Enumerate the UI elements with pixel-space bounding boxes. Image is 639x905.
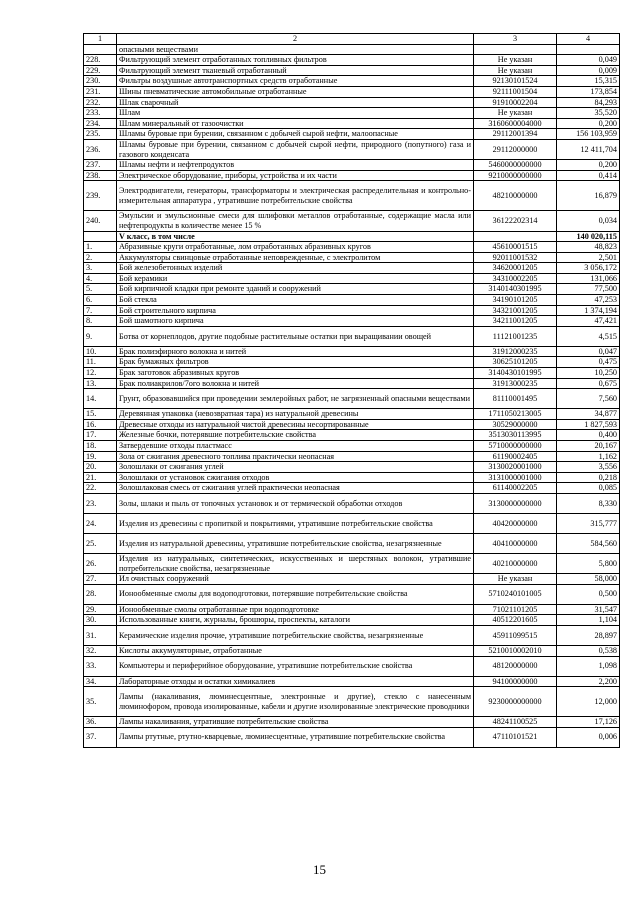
- waste-name: Лампы накаливания, утратившие потребительские свойства: [117, 717, 474, 728]
- waste-code: 45610001515: [474, 242, 557, 253]
- waste-name: Электродвигатели, генераторы, трансформаторы и электрическая распределительная и контрольно-измерительная аппаратура , утратившие потребительские свойства: [117, 181, 474, 211]
- waste-code: 34321001205: [474, 305, 557, 316]
- waste-mass: 0,500: [557, 584, 620, 604]
- waste-mass: 584,560: [557, 533, 620, 553]
- waste-mass: 12 411,704: [557, 139, 620, 159]
- waste-code: 30625101205: [474, 357, 557, 368]
- waste-code: [474, 44, 557, 55]
- header-col-1: 1: [84, 34, 117, 45]
- table-row: [84, 316, 620, 327]
- waste-code: Не указан: [474, 574, 557, 585]
- waste-code: 36122202314: [474, 211, 557, 231]
- waste-name: Затвердевшие отходы пластмасс: [117, 441, 474, 452]
- waste-mass: 0,400: [557, 430, 620, 441]
- row-number: 33.: [84, 656, 117, 676]
- waste-code: 34190101205: [474, 295, 557, 306]
- table-row: [84, 284, 620, 295]
- row-number: 15.: [84, 409, 117, 420]
- row-number: [84, 44, 117, 55]
- waste-name: Лампы ртутные, ртутно-кварцевые, люминесцентные, утратившие потребительские свойства: [117, 727, 474, 747]
- row-number: 29.: [84, 604, 117, 615]
- row-number: 232.: [84, 97, 117, 108]
- waste-name: Брак заготовок абразивных кругов: [117, 368, 474, 379]
- waste-code: 48210000000: [474, 181, 557, 211]
- waste-name: Ионообменные смолы для водоподготовки, потерявшие потребительские свойства: [117, 584, 474, 604]
- waste-mass: 0,049: [557, 55, 620, 66]
- row-number: 236.: [84, 139, 117, 159]
- row-number: 20.: [84, 462, 117, 473]
- waste-mass: 0,538: [557, 645, 620, 656]
- waste-name: Ионообменные смолы отработанные при водоподготовке: [117, 604, 474, 615]
- waste-name: Шлам минеральный от газоочистки: [117, 118, 474, 129]
- row-number: 27.: [84, 574, 117, 585]
- waste-name: Изделия из натуральных, синтетических, искусственных и шерстяных волокон, утратившие потребительские свойства, незагрязненные: [117, 553, 474, 573]
- row-number: 237.: [84, 160, 117, 171]
- table-row: [84, 118, 620, 129]
- row-number: 239.: [84, 181, 117, 211]
- waste-code: 92130101524: [474, 76, 557, 87]
- header-col-3: 3: [474, 34, 557, 45]
- table-row: [84, 65, 620, 76]
- waste-name: Кислоты аккумуляторные, отработанные: [117, 645, 474, 656]
- table-row: [84, 305, 620, 316]
- waste-code: Не указан: [474, 55, 557, 66]
- table-row: [84, 472, 620, 483]
- waste-name: Шламы буровые при бурении, связанном с добычей сырой нефти, малоопасные: [117, 129, 474, 140]
- waste-name: V класс, в том числе: [117, 231, 474, 242]
- waste-name: Брак полиэфирного волокна и нитей: [117, 346, 474, 357]
- waste-name: Ботва от корнеплодов, другие подобные растительные остатки при выращивании овощей: [117, 326, 474, 346]
- waste-name: Шлак сварочный: [117, 97, 474, 108]
- waste-mass: 84,293: [557, 97, 620, 108]
- waste-mass: 1 374,194: [557, 305, 620, 316]
- waste-code: Не указан: [474, 65, 557, 76]
- waste-mass: 17,126: [557, 717, 620, 728]
- table-row: [84, 717, 620, 728]
- row-number: 11.: [84, 357, 117, 368]
- row-number: 7.: [84, 305, 117, 316]
- table-row: [84, 615, 620, 626]
- row-number: 234.: [84, 118, 117, 129]
- table-row: [84, 389, 620, 409]
- waste-code: 91910002204: [474, 97, 557, 108]
- table-row: [84, 574, 620, 585]
- row-number: 16.: [84, 419, 117, 430]
- waste-name: Изделия из древесины с пропиткой и покрытиями, утратившие потребительские свойства: [117, 513, 474, 533]
- row-number: 240.: [84, 211, 117, 231]
- waste-mass: 3 056,172: [557, 263, 620, 274]
- waste-name: Эмульсии и эмульсионные смеси для шлифовки металлов отработанные, содержащие масла или нефтепродукты в количестве менее 15 %: [117, 211, 474, 231]
- waste-mass: 48,823: [557, 242, 620, 253]
- waste-name: Зола от сжигания древесного топлива практически неопасная: [117, 451, 474, 462]
- waste-mass: 0,675: [557, 378, 620, 389]
- table-row: [84, 656, 620, 676]
- waste-mass: 0,475: [557, 357, 620, 368]
- row-number: 26.: [84, 553, 117, 573]
- row-number: 36.: [84, 717, 117, 728]
- waste-mass: 4,515: [557, 326, 620, 346]
- waste-code: 45911099515: [474, 625, 557, 645]
- waste-mass: 0,009: [557, 65, 620, 76]
- waste-mass: 12,000: [557, 687, 620, 717]
- table-row: [84, 86, 620, 97]
- waste-code: 9210000000000: [474, 170, 557, 181]
- page-number: 15: [313, 862, 326, 877]
- row-number: 14.: [84, 389, 117, 409]
- waste-name: Золы, шлаки и пыль от топочных установок и от термической обработки отходов: [117, 493, 474, 513]
- waste-name: опасными веществами: [117, 44, 474, 55]
- waste-mass: 15,315: [557, 76, 620, 87]
- table-row: [84, 441, 620, 452]
- row-number: 23.: [84, 493, 117, 513]
- table-row: [84, 273, 620, 284]
- waste-mass: 0,200: [557, 118, 620, 129]
- waste-name: Фильтрующий элемент отработанных топливных фильтров: [117, 55, 474, 66]
- waste-code: 34620001205: [474, 263, 557, 274]
- row-number: 30.: [84, 615, 117, 626]
- waste-code: Не указан: [474, 108, 557, 119]
- waste-name: Фильтры воздушные автотранспортных средств отработанные: [117, 76, 474, 87]
- table-row: [84, 625, 620, 645]
- table-row: [84, 687, 620, 717]
- row-number: 228.: [84, 55, 117, 66]
- waste-table-body: [84, 34, 620, 748]
- waste-code: 29112000000: [474, 139, 557, 159]
- waste-code: [474, 231, 557, 242]
- waste-code: 3131000001000: [474, 472, 557, 483]
- row-number: 12.: [84, 368, 117, 379]
- waste-mass: 140 020,115: [557, 231, 620, 242]
- table-row: [84, 604, 620, 615]
- waste-mass: [557, 44, 620, 55]
- row-number: 24.: [84, 513, 117, 533]
- waste-code: 61140002205: [474, 483, 557, 494]
- table-row: [84, 326, 620, 346]
- table-row: [84, 533, 620, 553]
- row-number: 22.: [84, 483, 117, 494]
- waste-code: 29112001394: [474, 129, 557, 140]
- waste-name: Бой железобетонных изделий: [117, 263, 474, 274]
- waste-name: Бой керамики: [117, 273, 474, 284]
- table-row: [84, 108, 620, 119]
- row-number: 229.: [84, 65, 117, 76]
- waste-name: Лабораторные отходы и остатки химикалиев: [117, 676, 474, 687]
- waste-name: Бой строительного кирпича: [117, 305, 474, 316]
- waste-mass: 1 827,593: [557, 419, 620, 430]
- waste-name: Бой кирпичной кладки при ремонте зданий и сооружений: [117, 284, 474, 295]
- waste-mass: 3,556: [557, 462, 620, 473]
- waste-code: 9230000000000: [474, 687, 557, 717]
- table-header-row: [84, 34, 620, 45]
- row-number: 5.: [84, 284, 117, 295]
- waste-name: Использованные книги, журналы, брошюры, проспекты, каталоги: [117, 615, 474, 626]
- row-number: [84, 231, 117, 242]
- waste-name: Золошлаковая смесь от сжигания углей практически неопасная: [117, 483, 474, 494]
- table-row: [84, 553, 620, 573]
- waste-code: 3513030113995: [474, 430, 557, 441]
- waste-mass: 156 103,959: [557, 129, 620, 140]
- waste-name: Аккумуляторы свинцовые отработанные неповрежденные, с электролитом: [117, 252, 474, 263]
- table-row: [84, 263, 620, 274]
- row-number: 21.: [84, 472, 117, 483]
- row-number: 231.: [84, 86, 117, 97]
- waste-mass: 5,800: [557, 553, 620, 573]
- waste-mass: 1,098: [557, 656, 620, 676]
- waste-code: 31913000235: [474, 378, 557, 389]
- row-number: 230.: [84, 76, 117, 87]
- row-number: 9.: [84, 326, 117, 346]
- row-number: 8.: [84, 316, 117, 327]
- row-number: 3.: [84, 263, 117, 274]
- table-row: [84, 295, 620, 306]
- waste-name: Золошлаки от сжигания углей: [117, 462, 474, 473]
- waste-name: Фильтрующий элемент тканевый отработанный: [117, 65, 474, 76]
- table-row: [84, 513, 620, 533]
- waste-code: 5710000000000: [474, 441, 557, 452]
- waste-name: Шламы буровые при бурении, связанном с добычей сырой нефти, природного (попутного) газа и газового конденсата: [117, 139, 474, 159]
- waste-name: Древесные отходы из натуральной чистой древесины несортированные: [117, 419, 474, 430]
- waste-mass: 1,104: [557, 615, 620, 626]
- waste-code: 5710240101005: [474, 584, 557, 604]
- waste-code: 40210000000: [474, 553, 557, 573]
- table-row: [84, 357, 620, 368]
- waste-code: 61190002405: [474, 451, 557, 462]
- table-row: [84, 231, 620, 242]
- table-row: [84, 483, 620, 494]
- waste-code: 47110101521: [474, 727, 557, 747]
- table-row: [84, 645, 620, 656]
- waste-code: 81110001495: [474, 389, 557, 409]
- waste-name: Железные бочки, потерявшие потребительские свойства: [117, 430, 474, 441]
- waste-name: Шлам: [117, 108, 474, 119]
- waste-code: 40420000000: [474, 513, 557, 533]
- row-number: 235.: [84, 129, 117, 140]
- table-row: [84, 160, 620, 171]
- row-number: 17.: [84, 430, 117, 441]
- table-row: [84, 676, 620, 687]
- waste-code: 92011001532: [474, 252, 557, 263]
- waste-code: 71021101205: [474, 604, 557, 615]
- waste-mass: 8,330: [557, 493, 620, 513]
- header-col-4: 4: [557, 34, 620, 45]
- waste-code: 11121001235: [474, 326, 557, 346]
- waste-mass: 77,500: [557, 284, 620, 295]
- waste-code: 92111001504: [474, 86, 557, 97]
- row-number: 1.: [84, 242, 117, 253]
- waste-mass: 20,167: [557, 441, 620, 452]
- row-number: 31.: [84, 625, 117, 645]
- row-number: 238.: [84, 170, 117, 181]
- waste-mass: 2,501: [557, 252, 620, 263]
- waste-mass: 35,520: [557, 108, 620, 119]
- waste-mass: 7,560: [557, 389, 620, 409]
- table-row: [84, 378, 620, 389]
- waste-name: Золошлаки от установок сжигания отходов: [117, 472, 474, 483]
- waste-mass: 31,547: [557, 604, 620, 615]
- row-number: 10.: [84, 346, 117, 357]
- waste-name: Изделия из натуральной древесины, утратившие потребительские свойства, незагрязненные: [117, 533, 474, 553]
- waste-code: 34211001205: [474, 316, 557, 327]
- row-number: 2.: [84, 252, 117, 263]
- waste-mass: 16,879: [557, 181, 620, 211]
- waste-mass: 28,897: [557, 625, 620, 645]
- waste-name: Шины пневматические автомобильные отработанные: [117, 86, 474, 97]
- row-number: 233.: [84, 108, 117, 119]
- waste-mass: 0,414: [557, 170, 620, 181]
- waste-table: [83, 33, 620, 748]
- waste-code: 48241100525: [474, 717, 557, 728]
- row-number: 35.: [84, 687, 117, 717]
- row-number: 4.: [84, 273, 117, 284]
- table-row: [84, 211, 620, 231]
- table-row: [84, 419, 620, 430]
- table-row: [84, 584, 620, 604]
- waste-code: 31912000235: [474, 346, 557, 357]
- table-row: [84, 430, 620, 441]
- waste-mass: 315,777: [557, 513, 620, 533]
- waste-code: 5460000000000: [474, 160, 557, 171]
- table-row: [84, 368, 620, 379]
- row-number: 34.: [84, 676, 117, 687]
- row-number: 25.: [84, 533, 117, 553]
- waste-code: 40512201605: [474, 615, 557, 626]
- table-row: [84, 252, 620, 263]
- waste-mass: 2,200: [557, 676, 620, 687]
- table-row: [84, 139, 620, 159]
- waste-mass: 34,877: [557, 409, 620, 420]
- row-number: 28.: [84, 584, 117, 604]
- waste-mass: 0,047: [557, 346, 620, 357]
- waste-code: 30529000000: [474, 419, 557, 430]
- waste-name: Абразивные круги отработанные, лом отработанных абразивных кругов: [117, 242, 474, 253]
- waste-code: 48120000000: [474, 656, 557, 676]
- waste-name: Бой шамотного кирпича: [117, 316, 474, 327]
- waste-code: 94100000000: [474, 676, 557, 687]
- waste-mass: 47,421: [557, 316, 620, 327]
- waste-name: Компьютеры и периферийное оборудование, утратившие потребительские свойства: [117, 656, 474, 676]
- waste-name: Лампы (накаливания, люминесцентные, электронные и другие), стекло с нанесенным люминофором, провода изолированные, кабели и другие изолированные электрические проводники: [117, 687, 474, 717]
- waste-mass: 10,250: [557, 368, 620, 379]
- row-number: 6.: [84, 295, 117, 306]
- waste-mass: 0,085: [557, 483, 620, 494]
- table-row: [84, 242, 620, 253]
- waste-name: Деревянная упаковка (невозвратная тара) из натуральной древесины: [117, 409, 474, 420]
- table-row: [84, 181, 620, 211]
- row-number: 13.: [84, 378, 117, 389]
- table-row: [84, 409, 620, 420]
- waste-code: 34310002205: [474, 273, 557, 284]
- waste-name: Брак бумажных фильтров: [117, 357, 474, 368]
- waste-mass: 47,253: [557, 295, 620, 306]
- waste-mass: 1,162: [557, 451, 620, 462]
- waste-mass: 0,218: [557, 472, 620, 483]
- waste-name: Грунт, образовавшийся при проведении землеройных работ, не загрязненный опасными веществами: [117, 389, 474, 409]
- row-number: 19.: [84, 451, 117, 462]
- table-row: [84, 76, 620, 87]
- waste-mass: 58,000: [557, 574, 620, 585]
- waste-mass: 173,854: [557, 86, 620, 97]
- waste-code: 3130000000000: [474, 493, 557, 513]
- waste-code: 3140430101995: [474, 368, 557, 379]
- table-row: [84, 727, 620, 747]
- waste-mass: 131,066: [557, 273, 620, 284]
- waste-code: 3140140301995: [474, 284, 557, 295]
- table-row: [84, 462, 620, 473]
- waste-name: Электрическое оборудование, приборы, устройства и их части: [117, 170, 474, 181]
- waste-code: 1711050213005: [474, 409, 557, 420]
- waste-name: Керамические изделия прочие, утратившие потребительские свойства, незагрязненные: [117, 625, 474, 645]
- waste-name: Шламы нефти и нефтепродуктов: [117, 160, 474, 171]
- waste-code: 3130020001000: [474, 462, 557, 473]
- table-row: [84, 129, 620, 140]
- table-row: [84, 44, 620, 55]
- waste-name: Брак полиакрилов/7ого волокна и нитей: [117, 378, 474, 389]
- waste-code: 40410000000: [474, 533, 557, 553]
- row-number: 18.: [84, 441, 117, 452]
- waste-name: Ил очистных сооружений: [117, 574, 474, 585]
- table-row: [84, 55, 620, 66]
- row-number: 37.: [84, 727, 117, 747]
- waste-mass: 0,200: [557, 160, 620, 171]
- header-col-2: 2: [117, 34, 474, 45]
- waste-mass: 0,006: [557, 727, 620, 747]
- waste-mass: 0,034: [557, 211, 620, 231]
- table-row: [84, 97, 620, 108]
- waste-code: 3160600004000: [474, 118, 557, 129]
- table-row: [84, 346, 620, 357]
- row-number: 32.: [84, 645, 117, 656]
- table-row: [84, 493, 620, 513]
- waste-code: 5210010002010: [474, 645, 557, 656]
- table-row: [84, 170, 620, 181]
- table-row: [84, 451, 620, 462]
- waste-name: Бой стекла: [117, 295, 474, 306]
